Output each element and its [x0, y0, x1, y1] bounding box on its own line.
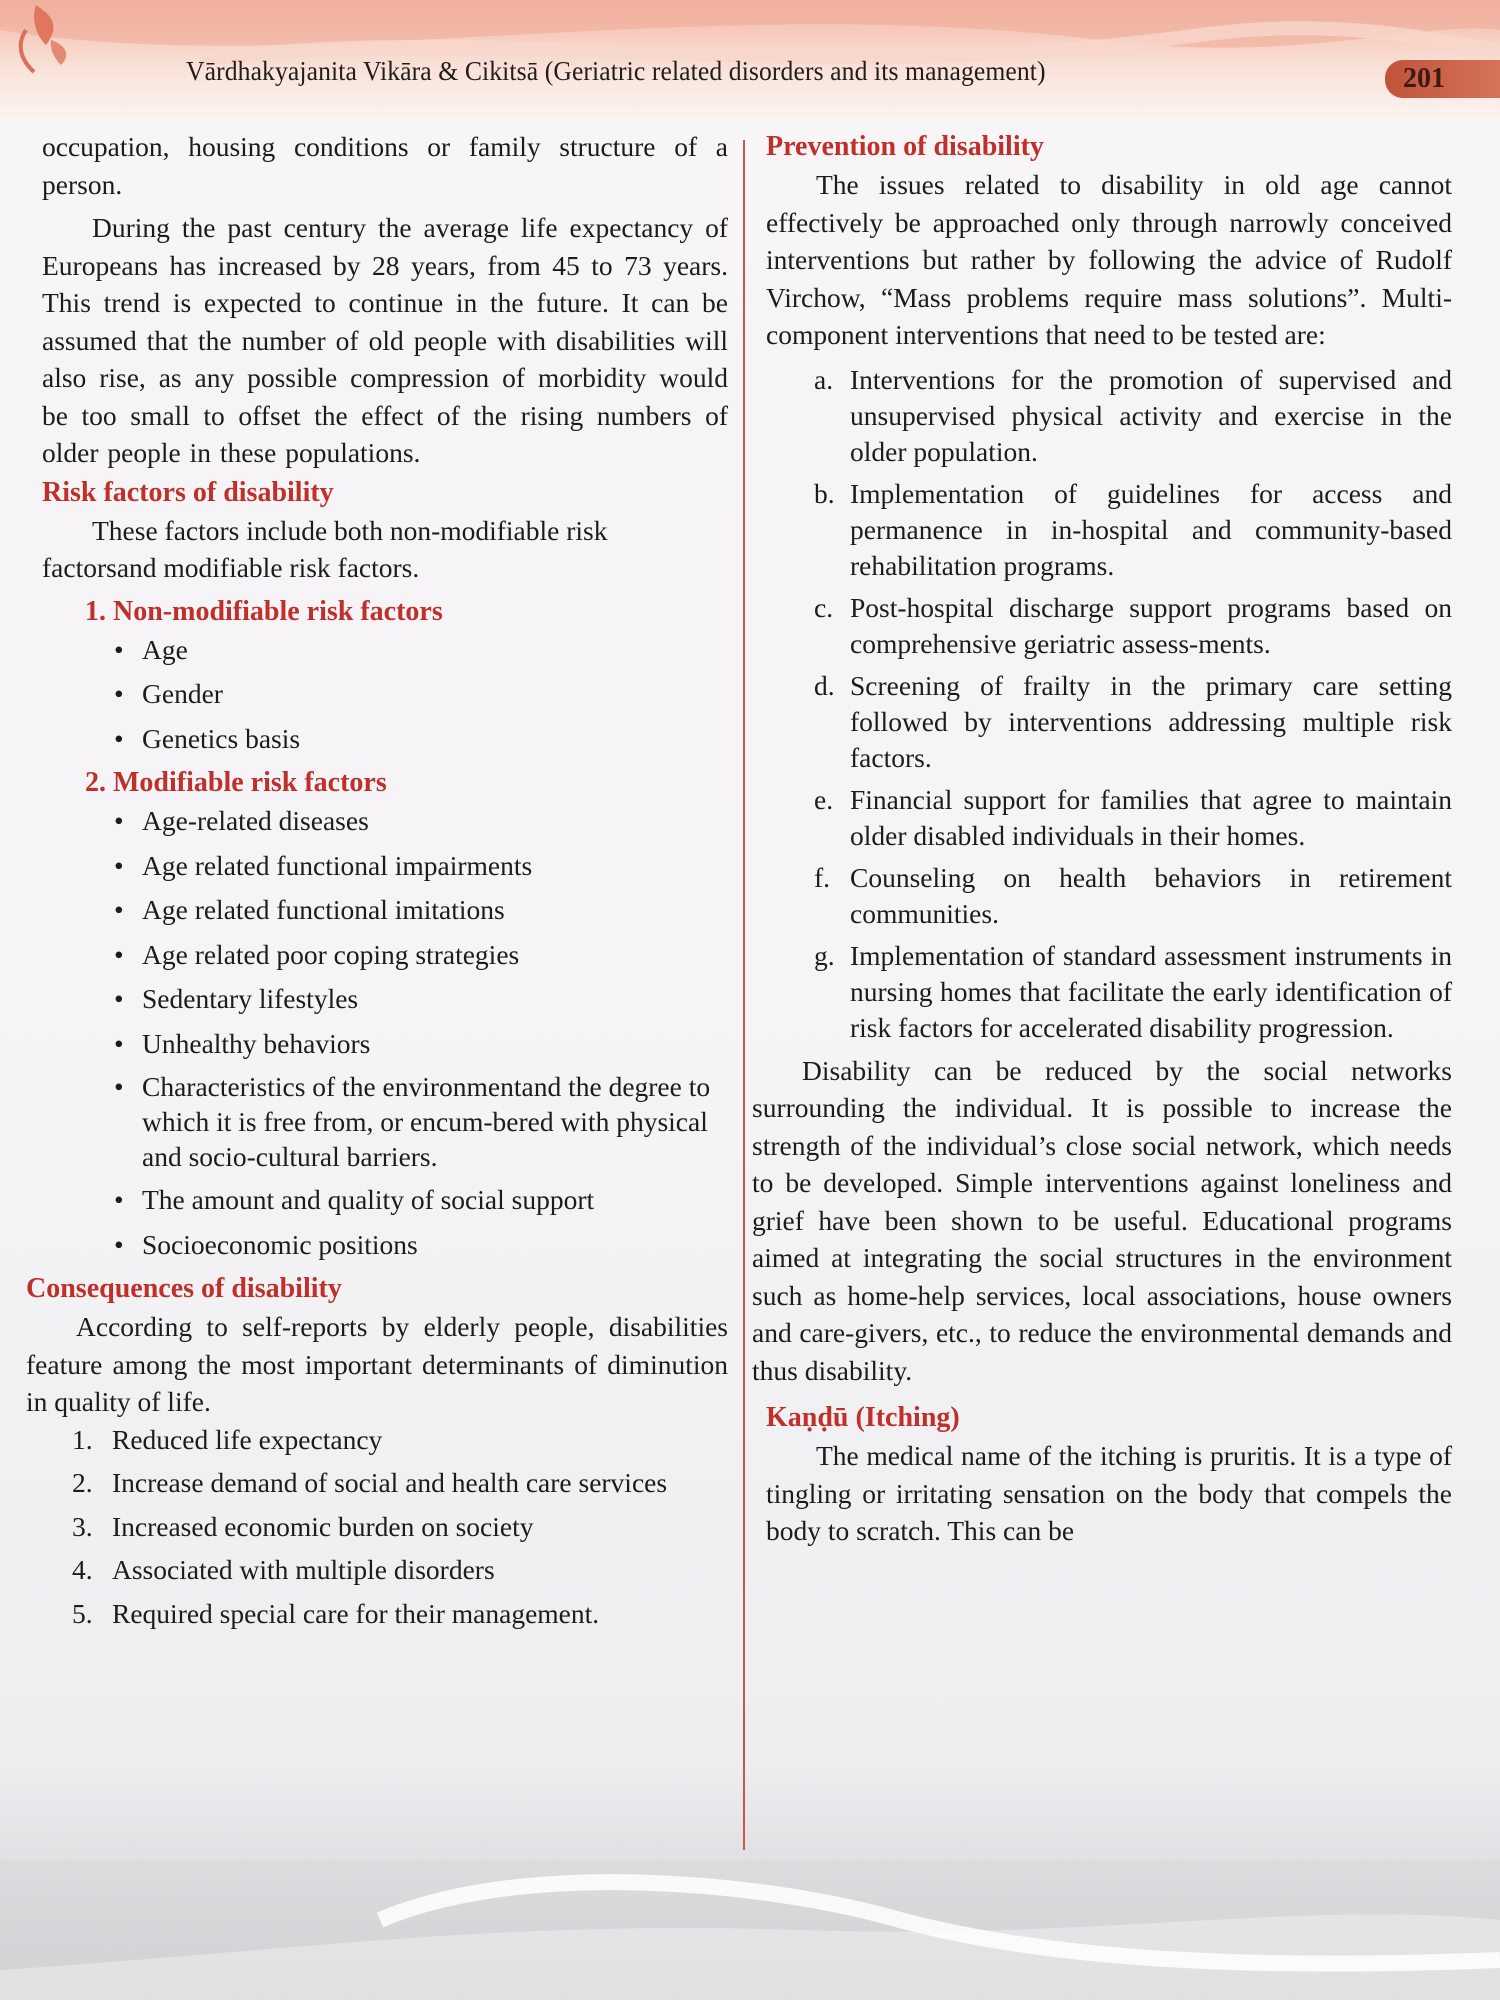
column-divider: [743, 140, 745, 1850]
list-item: 4. Associated with multiple disorders: [72, 1554, 495, 1585]
leaf-ornament-icon: [6, 0, 76, 80]
list-item: d. Screening of frailty in the primary care setting followed by interventions addressing multiple risk factors.: [814, 669, 1452, 773]
risk-factors-intro: These factors include both non-modifiable risk factorsand modifiable risk factors.: [42, 514, 608, 583]
page-number-badge: 201: [1385, 60, 1500, 98]
list-item: 3. Increased economic burden on society: [72, 1510, 534, 1542]
non-modifiable-list: [42, 631, 728, 758]
footer-wave-decoration: [0, 1860, 1500, 2000]
non-modifiable-heading: 1. Non-modifiable risk factors: [85, 595, 443, 627]
list-item: a. Interventions for the promotion of supervised and unsupervised physical activity and exercise in the older population.: [814, 363, 1452, 467]
running-title: Vārdhakyajanita Vikāra & Cikitsā (Geriatric related disorders and its management): [186, 56, 1046, 86]
modifiable-heading: 2. Modifiable risk factors: [85, 767, 387, 798]
list-item: • The amount and quality of social support: [114, 1181, 728, 1219]
kandu-heading: Kaṇḍū (Itching): [766, 1402, 960, 1433]
list-item: g. Implementation of standard assessment instruments in nursing homes that facilitate the early identification of risk factors for accelerated disability progression.: [814, 939, 1452, 1043]
modifiable-list: [42, 802, 728, 1263]
kandu-paragraph: The medical name of the itching is pruritis. It is a type of tingling or irritating sensation on the body that compels the body to scratch. This can be: [766, 1440, 1452, 1546]
consequences-intro: According to self-reports by elderly people, disabilities feature among the most important determinants of diminution in quality of life.: [26, 1311, 728, 1417]
list-item: • Socioeconomic positions: [114, 1226, 728, 1264]
intro-continuation: occupation, housing conditions or family structure of a person.: [42, 131, 728, 200]
risk-factors-heading: Risk factors of disability: [42, 476, 334, 508]
list-item: 2. Increase demand of social and health care services: [72, 1467, 668, 1498]
social-networks-paragraph: Disability can be reduced by the social networks surrounding the individual. It is possible to increase the strength of the individual’s close social network, which needs to be developed. Simple interventions against loneliness and grief have been shown to be useful. Educational programs aimed at integrating the social structures in the environment such as home-help services, local associations, house owners and care-givers, etc., to reduce the environmental demands and thus disability.: [752, 1054, 1452, 1386]
consequences-heading: Consequences of disability: [26, 1273, 342, 1304]
list-item: • Gender: [114, 675, 728, 713]
left-column: [26, 128, 728, 1638]
right-column: [752, 128, 1452, 1550]
consequences-list: [42, 1421, 728, 1633]
list-item: c. Post-hospital discharge support programs based on comprehensive geriatric assess-ments.: [814, 591, 1452, 659]
list-item: f. Counseling on health behaviors in retirement communities.: [814, 861, 1452, 929]
list-item: • Genetics basis: [114, 720, 728, 758]
list-item: • Characteristics of the environmentand the degree to which it is free from, or encum-bered with physical and socio-cultural barriers.: [114, 1069, 728, 1174]
list-item: • Age: [114, 631, 728, 669]
life-expectancy-paragraph: During the past century the average life expectancy of Europeans has increased by 28 years, from 45 to 73 years. This trend is expected to continue in the future. It can be assumed that the number of old people with disabilities will also rise, as any possible compression of morbidity would be too small to offset the effect of the rising numbers of older people in these populations.: [42, 212, 728, 468]
list-item: 5. Required special care for their management.: [72, 1597, 600, 1629]
prevention-heading: Prevention of disability: [766, 131, 1044, 162]
list-item: • Age-related diseases: [114, 802, 728, 840]
list-item: • Age related functional imitations: [114, 891, 728, 929]
list-item: • Sedentary lifestyles: [114, 980, 728, 1018]
list-item: b. Implementation of guidelines for access and permanence in in-hospital and community-based rehabilitation programs.: [814, 477, 1452, 581]
prevention-intro: The issues related to disability in old age cannot effectively be approached only through narrowly conceived interventions but rather by following the advice of Rudolf Virchow, “Mass problems require mass solutions”. Multi-component interventions that need to be tested are:: [766, 169, 1452, 350]
list-item: • Unhealthy behaviors: [114, 1025, 728, 1063]
list-item: • Age related functional impairments: [114, 847, 728, 885]
list-item: • Age related poor coping strategies: [114, 936, 728, 974]
interventions-list: [766, 362, 1452, 1046]
list-item: e. Financial support for families that agree to maintain older disabled individuals in their homes.: [814, 783, 1452, 851]
list-item: 1. Reduced life expectancy: [72, 1423, 383, 1455]
